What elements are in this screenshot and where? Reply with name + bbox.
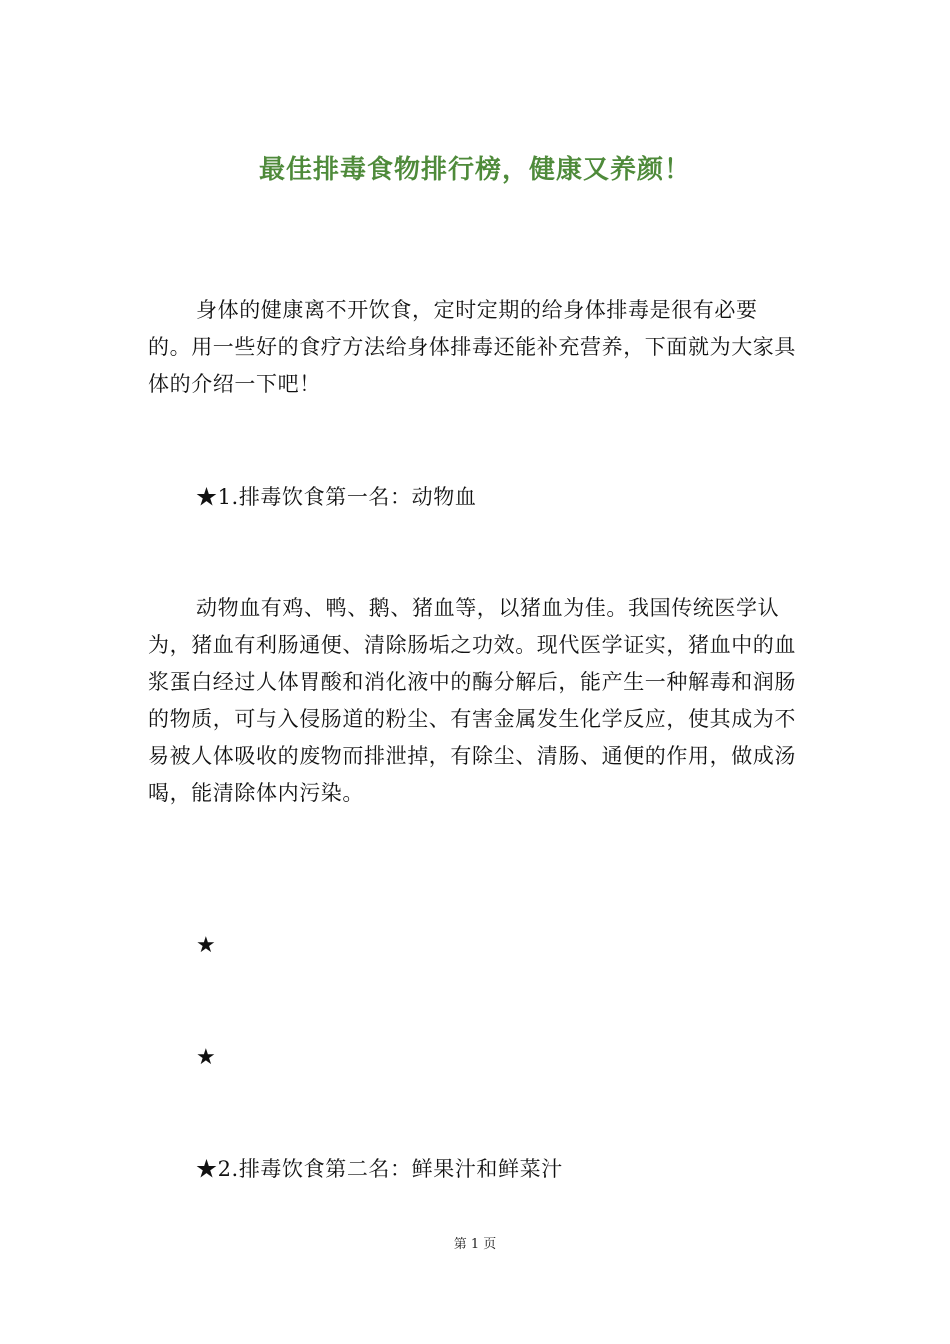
intro-paragraph: 身体的健康离不开饮食，定时定期的给身体排毒是很有必要的。用一些好的食疗方法给身体排毒还能补充营养，下面就为大家具体的介绍一下吧！ xyxy=(148,298,796,396)
star-divider: ★ xyxy=(196,933,216,958)
star-divider: ★ xyxy=(196,1045,216,1070)
document-title: 最佳排毒食物排行榜，健康又养颜！ xyxy=(258,155,691,185)
section-1-heading: ★1.排毒饮食第一名：动物血 xyxy=(196,485,477,509)
page-number: 第 1 页 xyxy=(453,1237,497,1252)
section-1-body: 动物血有鸡、鸭、鹅、猪血等，以猪血为佳。我国传统医学认为，猪血有利肠通便、清除肠垢之功效。现代医学证实，猪血中的血浆蛋白经过人体胃酸和消化液中的酶分解后，能产生一种解毒和润肠的物质，可与入侵肠道的粉尘、有害金属发生化学反应，使其成为不易被人体吸收的废物而排泄掉，有除尘、清肠、通便的作用，做成汤喝，能清除体内污染。 xyxy=(148,596,796,805)
section-2-heading: ★2.排毒饮食第二名：鲜果汁和鲜菜汁 xyxy=(196,1157,563,1181)
